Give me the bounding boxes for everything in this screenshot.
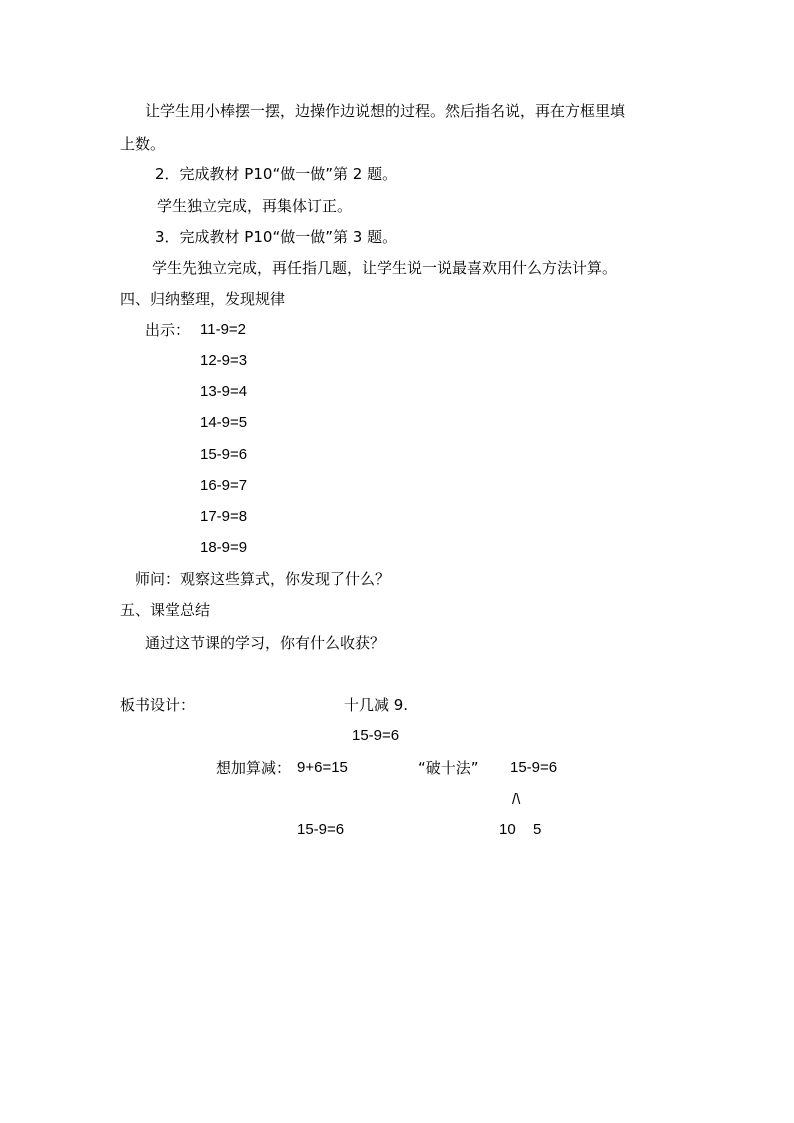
- split-mark: /\: [512, 791, 521, 808]
- equation: 16-9=7: [200, 477, 248, 494]
- equation: 15-9=6: [200, 446, 248, 463]
- equation: 13-9=4: [200, 383, 248, 400]
- equation: 12-9=3: [200, 352, 248, 369]
- list-item: 2．完成教材 P10“做一做”第 2 题。: [155, 165, 398, 183]
- method2-equation: 15-9=6: [510, 759, 558, 776]
- split-part-b: 5: [533, 821, 542, 838]
- equation: 17-9=8: [200, 508, 248, 525]
- summary-question: 通过这节课的学习，你有什么收获？: [145, 634, 386, 652]
- show-label: 出示：: [145, 321, 191, 339]
- split-part-a: 10: [499, 821, 516, 838]
- list-item: 3．完成教材 P10“做一做”第 3 题。: [155, 228, 398, 246]
- method1-label: 想加算减：: [216, 759, 292, 777]
- board-title: 十几减 9.: [344, 696, 409, 714]
- result-equation: 15-9=6: [297, 821, 345, 838]
- equation: 18-9=9: [200, 539, 248, 556]
- paragraph-line: 学生先独立完成，再任指几题，让学生说一说最喜欢用什么方法计算。: [152, 259, 618, 277]
- teacher-question: 师问：观察这些算式，你发现了什么？: [135, 570, 391, 588]
- equation: 11-9=2: [200, 321, 247, 338]
- paragraph-line: 让学生用小棒摆一摆，边操作边说想的过程。然后指名说，再在方框里填: [145, 102, 626, 120]
- method2-label: “破十法”: [418, 759, 479, 777]
- board-main-equation: 15-9=6: [352, 727, 400, 744]
- method1-equation: 9+6=15: [297, 759, 348, 776]
- section-heading: 五、课堂总结: [120, 601, 211, 619]
- paragraph-line: 上数。: [120, 135, 166, 153]
- paragraph-line: 学生独立完成，再集体订正。: [157, 197, 353, 215]
- equation: 14-9=5: [200, 414, 248, 431]
- section-heading: 四、归纳整理，发现规律: [120, 290, 286, 308]
- board-label: 板书设计：: [120, 696, 196, 714]
